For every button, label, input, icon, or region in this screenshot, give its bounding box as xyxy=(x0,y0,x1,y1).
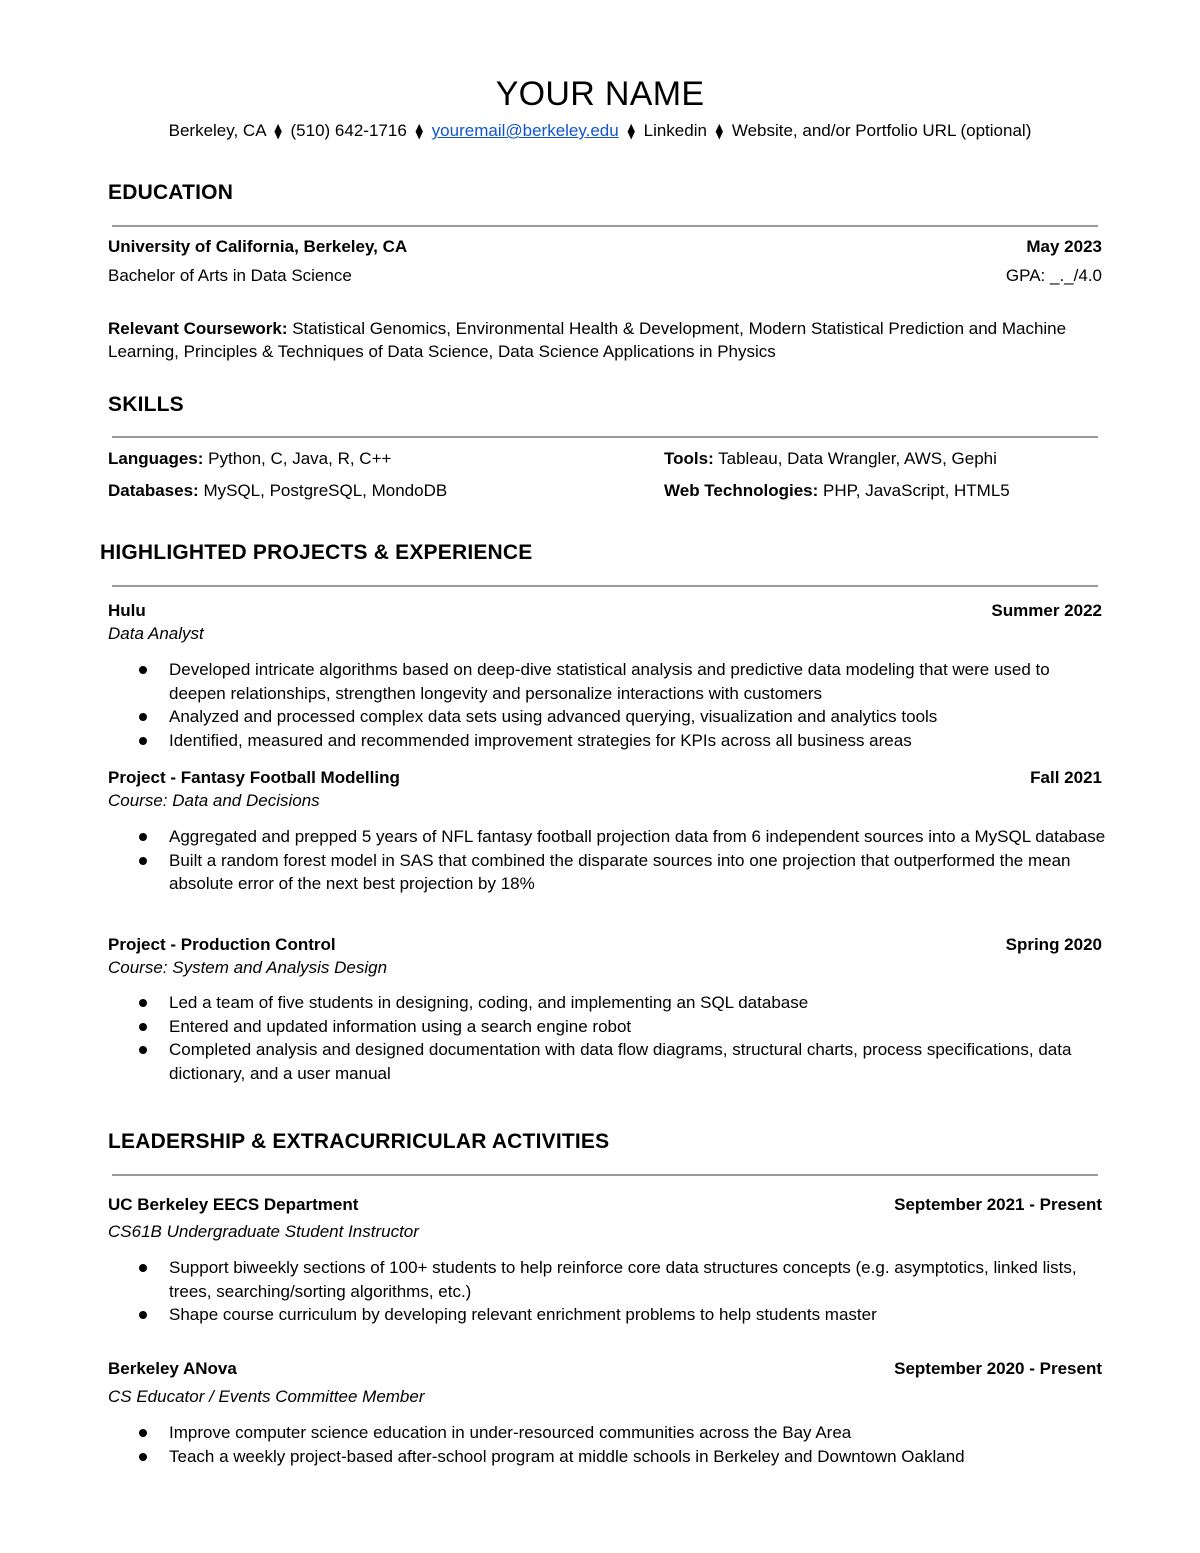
experience-role-row xyxy=(108,789,1102,813)
list-item: Led a team of five students in designing, coding, and implementing an SQL database xyxy=(108,991,1108,1015)
linkedin-text: Linkedin xyxy=(643,121,707,140)
list-item: Support biweekly sections of 100+ students to help reinforce core data structures concepts (e.g. asymptotics, linked lists, trees, searching/sorting algorithms, etc.) xyxy=(108,1256,1108,1303)
skill-label: Web Technologies: xyxy=(664,481,819,500)
bullet-icon xyxy=(139,1023,147,1031)
section-divider xyxy=(112,1174,1098,1176)
skill-languages xyxy=(108,447,391,471)
skills-heading: SKILLS xyxy=(108,393,184,416)
experience-date: Fall 2021 xyxy=(1030,768,1102,787)
activity-bullets xyxy=(108,1256,1108,1327)
experience-org: Project - Fantasy Football Modelling xyxy=(108,768,400,787)
bullet-icon xyxy=(139,1311,147,1319)
bullet-icon xyxy=(139,1453,147,1461)
activity-role-row xyxy=(108,1220,1102,1244)
list-item: Entered and updated information using a search engine robot xyxy=(108,1015,1108,1039)
website-text: Website, and/or Portfolio URL (optional) xyxy=(731,121,1032,140)
skill-label: Tools: xyxy=(664,449,714,468)
section-divider xyxy=(112,225,1098,227)
activity-role: CS Educator / Events Committee Member xyxy=(108,1387,425,1406)
education-heading: EDUCATION xyxy=(108,181,234,204)
list-item: Teach a weekly project-based after-school program at middle schools in Berkeley and Downtown Oakland xyxy=(108,1445,1108,1469)
bullet-icon xyxy=(139,999,147,1007)
leadership-heading: LEADERSHIP & EXTRACURRICULAR ACTIVITIES xyxy=(108,1130,610,1153)
projects-heading: HIGHLIGHTED PROJECTS & EXPERIENCE xyxy=(100,541,533,564)
experience-role-row xyxy=(108,622,1102,646)
experience-bullets xyxy=(108,991,1108,1085)
activity-org: Berkeley ANova xyxy=(108,1359,237,1378)
diamond-separator-icon: ⧫ xyxy=(415,123,423,140)
skill-value: Python, C, Java, R, C++ xyxy=(203,449,392,468)
graduation-date: May 2023 xyxy=(1026,237,1102,256)
list-item: Analyzed and processed complex data sets using advanced querying, visualization and analytics tools xyxy=(108,705,1108,729)
diamond-separator-icon: ⧫ xyxy=(715,123,724,140)
coursework-label: Relevant Coursework: xyxy=(108,319,288,338)
activity-bullets xyxy=(108,1421,1108,1468)
list-item: Completed analysis and designed documentation with data flow diagrams, structural charts, process specifications, data dictionary, and a user manual xyxy=(108,1038,1108,1085)
skill-label: Databases: xyxy=(108,481,199,500)
experience-date: Summer 2022 xyxy=(991,601,1102,620)
email-link[interactable]: youremail@berkeley.edu xyxy=(431,121,619,140)
school-name: University of California, Berkeley, CA xyxy=(108,237,408,256)
applicant-name: YOUR NAME xyxy=(495,75,705,113)
experience-role: Data Analyst xyxy=(108,624,204,643)
activity-date: September 2021 - Present xyxy=(894,1195,1102,1214)
activity-role: CS61B Undergraduate Student Instructor xyxy=(108,1222,419,1241)
diamond-separator-icon: ⧫ xyxy=(274,123,282,140)
diamond-separator-icon: ⧫ xyxy=(627,123,635,140)
list-item: Improve computer science education in under-resourced communities across the Bay Area xyxy=(108,1421,1108,1445)
coursework-text: Statistical Genomics, Environmental Health & Development, Modern Statistical Prediction and Machine Learning, Principles & Techniques of Data Science, Data Science Applications in Physics xyxy=(108,319,1067,361)
experience-date: Spring 2020 xyxy=(1005,935,1102,954)
bullet-icon xyxy=(139,857,147,865)
bullet-icon xyxy=(139,1046,147,1054)
activity-date: September 2020 - Present xyxy=(894,1359,1102,1378)
experience-role: Course: System and Analysis Design xyxy=(108,958,388,977)
section-divider xyxy=(112,585,1098,587)
experience-org: Project - Production Control xyxy=(108,935,336,954)
list-item: Developed intricate algorithms based on deep-dive statistical analysis and predictive data modeling that were used to deepen relationships, strengthen longevity and personalize interactions with customers xyxy=(108,658,1108,705)
list-item: Identified, measured and recommended improvement strategies for KPIs across all business areas xyxy=(108,729,1108,753)
bullet-icon xyxy=(139,713,147,721)
bullet-icon xyxy=(139,737,147,745)
experience-org: Hulu xyxy=(108,601,146,620)
experience-bullets xyxy=(108,825,1108,896)
phone-number: (510) 642-1716 xyxy=(290,121,407,140)
bullet-icon xyxy=(139,1264,147,1272)
skill-tools xyxy=(664,447,997,471)
list-item: Aggregated and prepped 5 years of NFL fantasy football projection data from 6 independent sources into a MySQL database xyxy=(108,825,1108,849)
list-item: Shape course curriculum by developing relevant enrichment problems to help students master xyxy=(108,1303,1108,1327)
list-item: Built a random forest model in SAS that combined the disparate sources into one projection that outperformed the mean absolute error of the next best projection by 18% xyxy=(108,849,1108,896)
education-school-row xyxy=(108,235,1102,259)
experience-header-row xyxy=(108,766,1102,790)
experience-header-row xyxy=(108,599,1102,623)
activity-role-row xyxy=(108,1385,1102,1409)
education-degree-row xyxy=(108,264,1102,288)
section-divider xyxy=(112,436,1098,438)
bullet-icon xyxy=(139,833,147,841)
relevant-coursework xyxy=(108,317,1098,363)
skill-label: Languages: xyxy=(108,449,204,468)
experience-role: Course: Data and Decisions xyxy=(108,791,320,810)
activity-header-row xyxy=(108,1357,1102,1381)
gpa: GPA: _._/4.0 xyxy=(1005,266,1102,285)
skill-value: PHP, JavaScript, HTML5 xyxy=(818,481,1010,500)
skill-value: MySQL, PostgreSQL, MondoDB xyxy=(198,481,448,500)
skill-web-technologies xyxy=(664,479,1010,503)
location: Berkeley, CA xyxy=(168,121,266,140)
experience-role-row xyxy=(108,956,1102,980)
bullet-icon xyxy=(139,1429,147,1437)
skill-databases xyxy=(108,479,447,503)
experience-bullets xyxy=(108,658,1108,752)
contact-line xyxy=(0,120,1200,143)
activity-header-row xyxy=(108,1193,1102,1217)
activity-org: UC Berkeley EECS Department xyxy=(108,1195,359,1214)
experience-header-row xyxy=(108,933,1102,957)
degree: Bachelor of Arts in Data Science xyxy=(108,266,352,285)
skill-value: Tableau, Data Wrangler, AWS, Gephi xyxy=(713,449,997,468)
bullet-icon xyxy=(139,666,147,674)
